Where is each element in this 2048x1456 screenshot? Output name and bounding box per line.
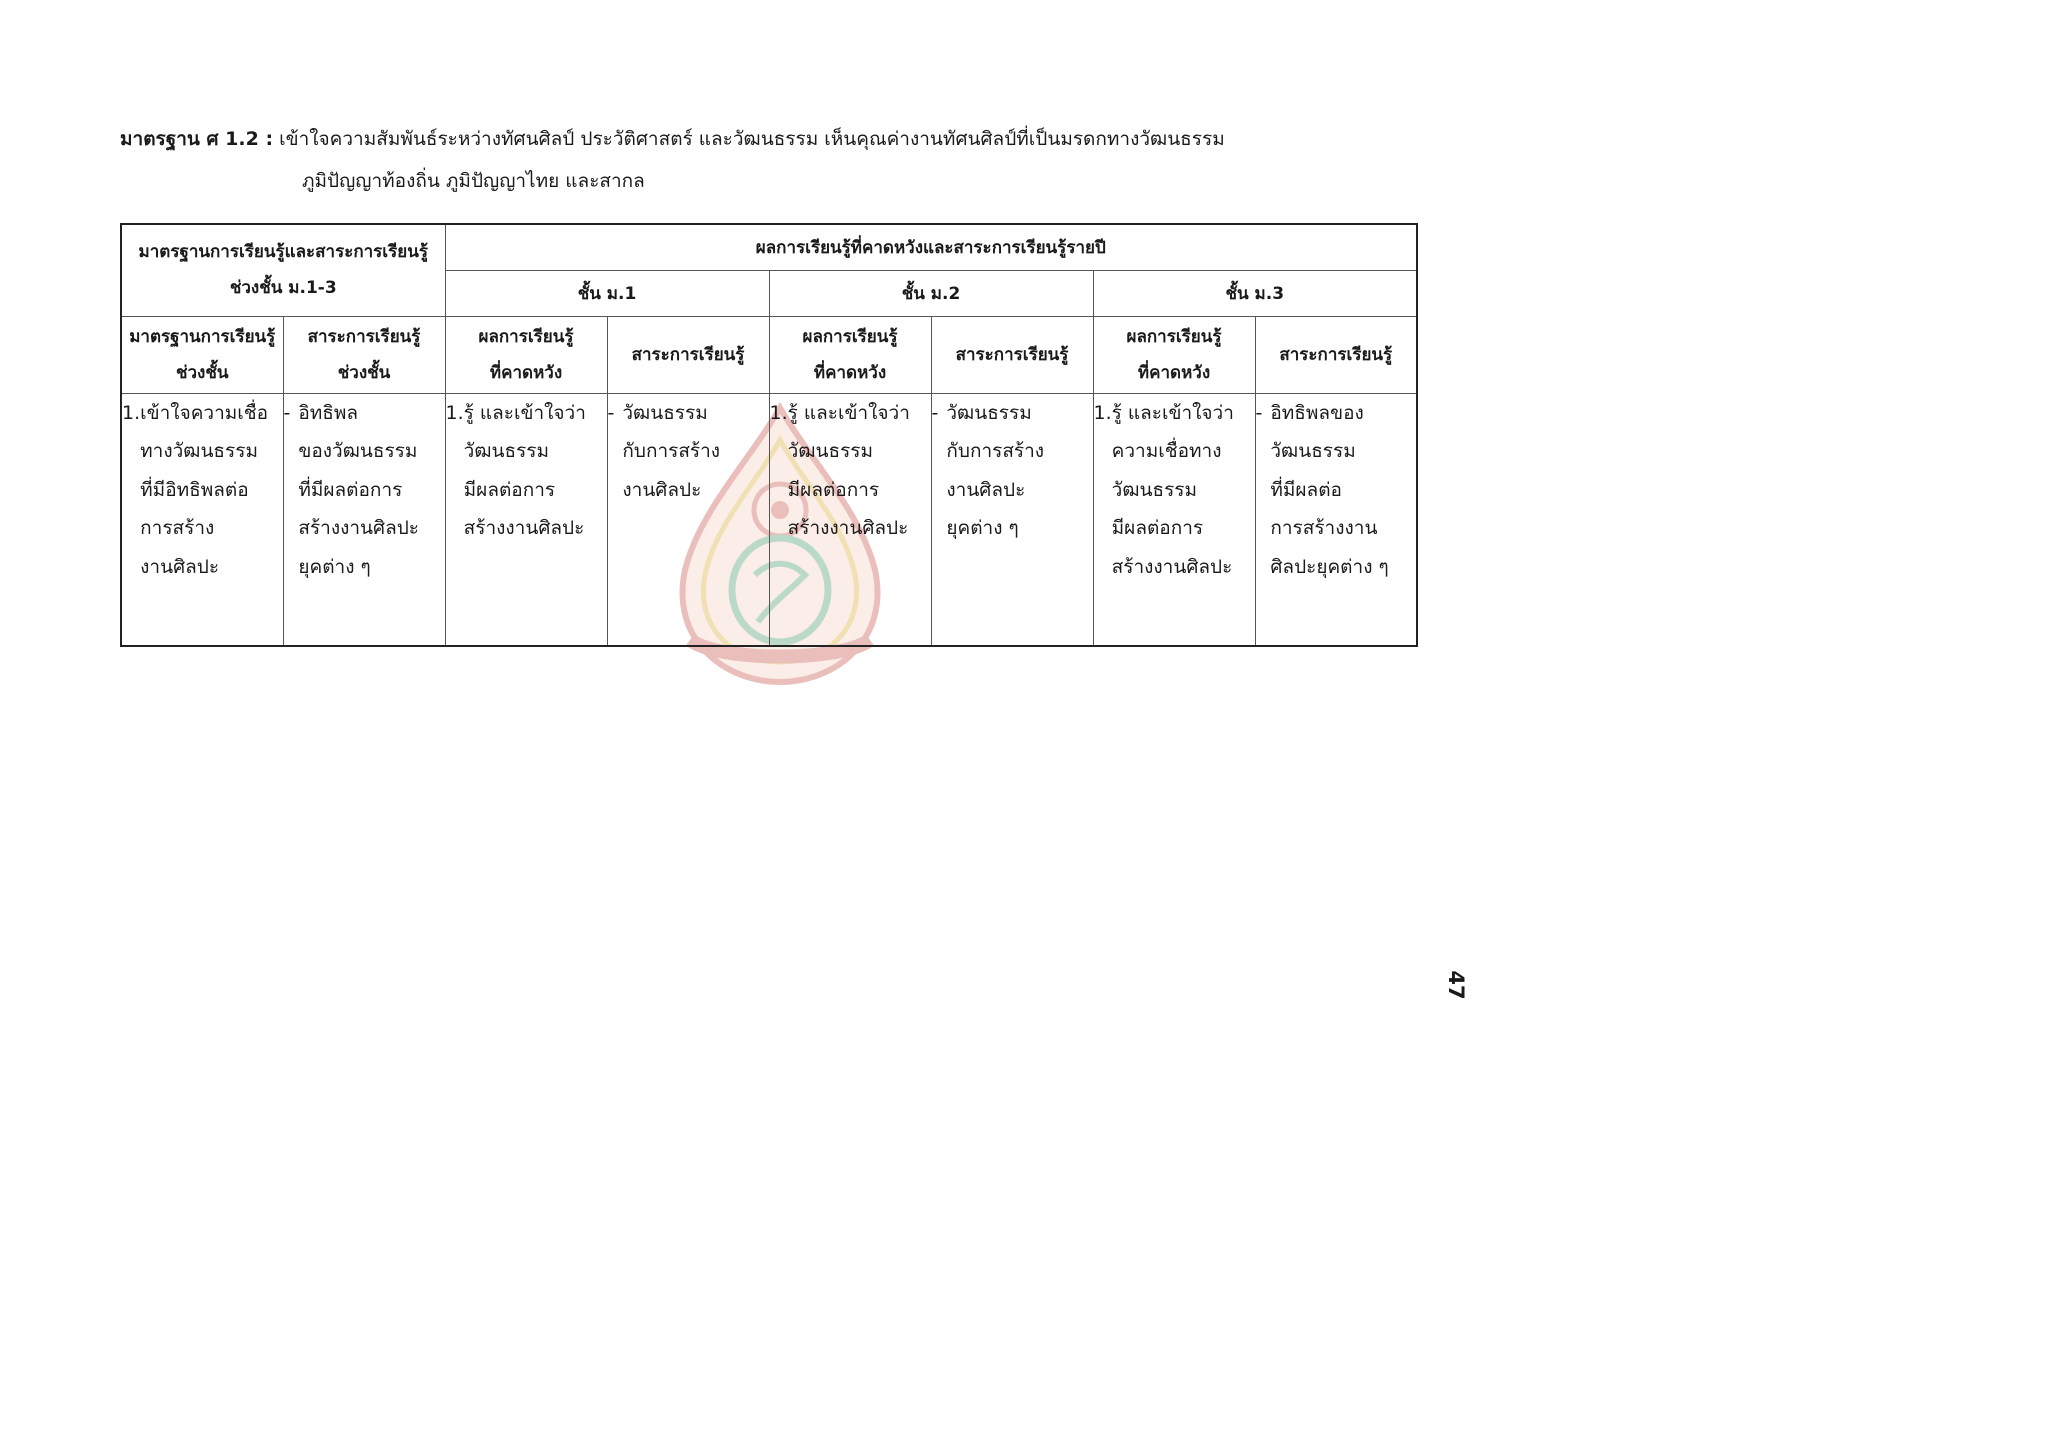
list-item <box>932 394 1093 548</box>
subheader-outcome-m2-line-1: ผลการเรียนรู้ <box>802 326 898 347</box>
subheader-outcome-m1 <box>445 316 607 393</box>
standard-heading <box>120 118 1430 202</box>
cell-line: เข้าใจความเชื่อ <box>140 401 269 424</box>
subheader-outcome-m3-line-2: ที่คาดหวัง <box>1137 362 1211 383</box>
subheader-content-range-line-2: ช่วงชั้น <box>337 362 391 383</box>
subheader-outcome-m3-line-1: ผลการเรียนรู้ <box>1126 326 1222 347</box>
cell-line: มีผลต่อการ <box>1111 517 1204 539</box>
cell-line: อิทธิพลของ <box>1270 401 1364 424</box>
cell-line: ศิลปะยุคต่าง ๆ <box>1270 555 1389 578</box>
cell-line: สร้างงานศิลปะ <box>1111 555 1233 578</box>
item-marker: 1. <box>1093 401 1112 424</box>
list-item <box>284 394 445 587</box>
subheader-content-m1: สาระการเรียนรู้ <box>607 316 769 393</box>
subheader-content-range-line-1: สาระการเรียนรู้ <box>307 326 421 347</box>
subheader-outcome-m2-line-2: ที่คาดหวัง <box>813 362 887 383</box>
cell-line: มีผลต่อการ <box>787 478 880 501</box>
header-grade-m3: ชั้น ม.3 <box>1093 270 1417 316</box>
header-standards-line-1: มาตรฐานการเรียนรู้และสาระการเรียนรู้ <box>138 242 428 263</box>
table-cell <box>1255 393 1417 646</box>
table-cell <box>283 393 445 646</box>
cell-line: ยุคต่าง ๆ <box>298 555 371 578</box>
header-standards-content <box>121 224 445 316</box>
item-marker: 1. <box>769 401 788 424</box>
subheader-outcome-m2 <box>769 316 931 393</box>
subheader-outcome-m3 <box>1093 316 1255 393</box>
cell-line: สร้างงานศิลปะ <box>787 517 909 539</box>
cell-line: วัฒนธรรม <box>787 440 874 462</box>
cell-line: งานศิลปะ <box>946 478 1026 501</box>
cell-line: กับการสร้าง <box>946 440 1045 462</box>
subheader-standard-line-1: มาตรฐานการเรียนรู้ <box>129 326 276 347</box>
cell-line: ยุคต่าง ๆ <box>946 517 1019 539</box>
table-cell <box>769 393 931 646</box>
page-number: 47 <box>1444 970 1468 1000</box>
subheader-standard-line-2: ช่วงชั้น <box>175 362 229 383</box>
header-standards-line-2: ช่วงชั้น ม.1-3 <box>229 278 337 299</box>
item-marker: - <box>283 401 291 424</box>
table-cell <box>121 393 283 646</box>
cell-line: ความเชื่อทาง <box>1111 440 1222 462</box>
cell-line: สร้างงานศิลปะ <box>463 517 585 539</box>
list-item <box>608 394 769 510</box>
list-item <box>1256 394 1417 587</box>
item-marker: - <box>1255 401 1263 424</box>
cell-line: สร้างงานศิลปะ <box>298 517 420 539</box>
subheader-outcome-m1-line-1: ผลการเรียนรู้ <box>478 326 574 347</box>
subheader-content-m3: สาระการเรียนรู้ <box>1255 316 1417 393</box>
item-marker: 1. <box>122 401 141 424</box>
item-marker: 1. <box>445 401 464 424</box>
cell-line: วัฒนธรรม <box>622 401 708 424</box>
list-item <box>446 394 607 548</box>
table-cell <box>607 393 769 646</box>
list-item <box>122 394 283 587</box>
cell-line: รู้ และเข้าใจว่า <box>787 401 910 424</box>
table-cell <box>445 393 607 646</box>
standard-text-line-1: เข้าใจความสัมพันธ์ระหว่างทัศนศิลป์ ประวัติศาสตร์ และวัฒนธรรม เห็นคุณค่างานทัศนศิลป์ที่เป็นมรดกทางวัฒนธรรม <box>279 128 1225 150</box>
cell-line: การสร้างงาน <box>1270 517 1378 539</box>
cell-line: ที่มีผลต่อการ <box>298 478 403 501</box>
curriculum-table <box>120 223 1418 647</box>
cell-line: อิทธิพล <box>298 401 359 424</box>
cell-line: งานศิลปะ <box>140 555 220 578</box>
cell-line: ที่มีผลต่อ <box>1270 478 1342 501</box>
header-grade-m1: ชั้น ม.1 <box>445 270 769 316</box>
header-grade-m2: ชั้น ม.2 <box>769 270 1093 316</box>
item-marker: - <box>931 401 939 424</box>
item-marker: - <box>607 401 615 424</box>
cell-line: วัฒนธรรม <box>463 440 550 462</box>
subheader-content-range <box>283 316 445 393</box>
cell-line: รู้ และเข้าใจว่า <box>463 401 586 424</box>
cell-line: รู้ และเข้าใจว่า <box>1111 401 1234 424</box>
list-item <box>770 394 931 548</box>
cell-line: วัฒนธรรม <box>1270 440 1356 462</box>
cell-line: ที่มีอิทธิพลต่อ <box>140 478 249 501</box>
cell-line: งานศิลปะ <box>622 478 702 501</box>
table-cell <box>931 393 1093 646</box>
cell-line: การสร้าง <box>140 517 215 539</box>
table-cell <box>1093 393 1255 646</box>
cell-line: วัฒนธรรม <box>946 401 1032 424</box>
header-yearly-outcomes: ผลการเรียนรู้ที่คาดหวังและสาระการเรียนรู้รายปี <box>445 224 1417 270</box>
cell-line: วัฒนธรรม <box>1111 478 1198 501</box>
subheader-outcome-m1-line-2: ที่คาดหวัง <box>489 362 563 383</box>
cell-line: ของวัฒนธรรม <box>298 440 418 462</box>
cell-line: กับการสร้าง <box>622 440 721 462</box>
subheader-content-m2: สาระการเรียนรู้ <box>931 316 1093 393</box>
standard-label: มาตรฐาน ศ 1.2 : <box>120 128 274 150</box>
list-item <box>1094 394 1255 587</box>
standard-text-line-2: ภูมิปัญญาท้องถิ่น ภูมิปัญญาไทย และสากล <box>302 170 645 192</box>
cell-line: มีผลต่อการ <box>463 478 556 501</box>
subheader-standard <box>121 316 283 393</box>
cell-line: ทางวัฒนธรรม <box>140 440 258 462</box>
